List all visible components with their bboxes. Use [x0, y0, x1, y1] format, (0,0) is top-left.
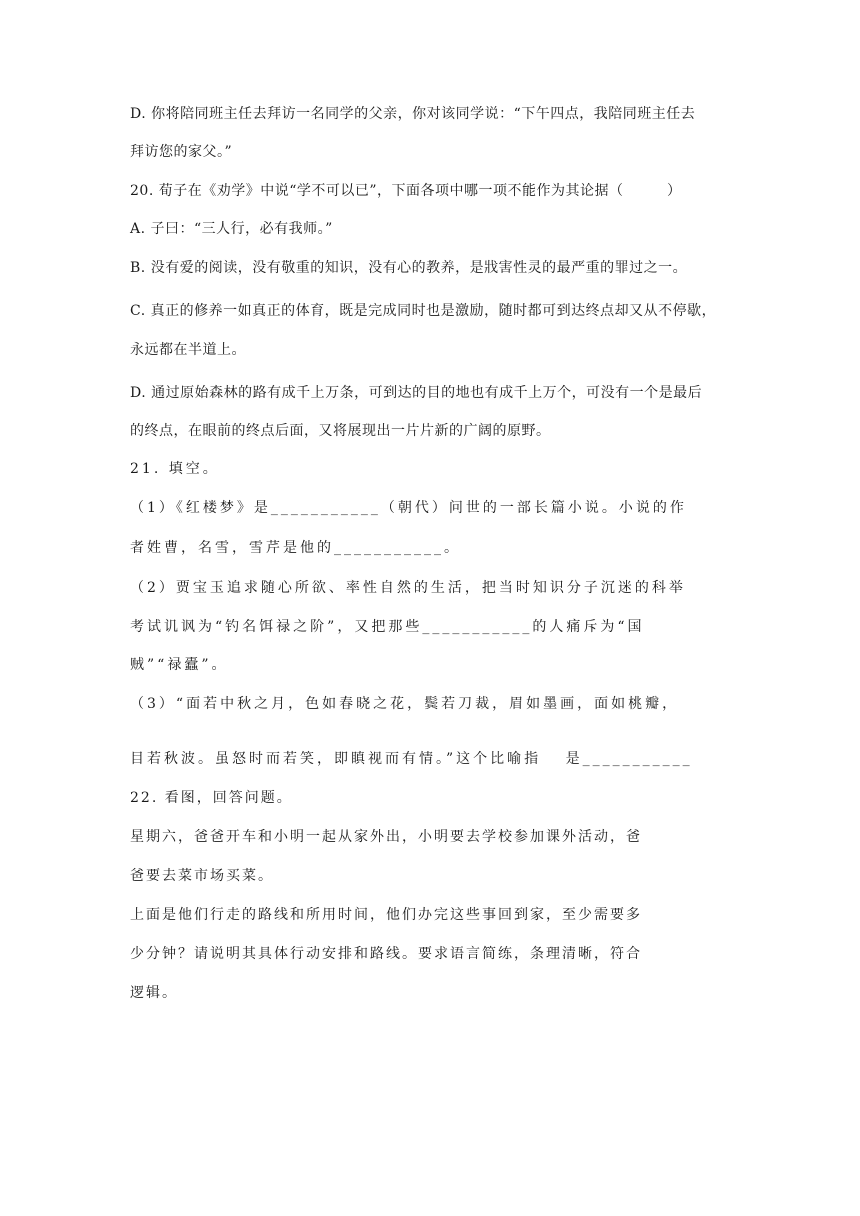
- q22-body-line2: 爸要去菜市场买菜。: [130, 868, 274, 884]
- q20-option-c-line1: C. 真正的修养一如真正的体育，既是完成同时也是激励，随时都可到达终点却又从不停歇，: [130, 303, 717, 319]
- q21-part2-line1: （2）贾宝玉追求随心所欲、率性自然的生活，把当时知识分子沉迷的科举: [130, 580, 686, 596]
- q21-part2-line3: 贼”“禄蠹”。: [130, 657, 229, 673]
- q20-option-d-line1: D. 通过原始森林的路有成千上万条，可到达的目的地也有成千上万个，可没有一个是最后: [130, 385, 703, 401]
- q21-stem: 21. 填空。: [130, 461, 220, 477]
- q20-option-b: B. 没有爱的阅读，没有敬重的知识，没有心的教养，是戕害性灵的最严重的罪过之一。: [130, 260, 688, 276]
- q21-part1-line2: 者姓曹，名雪，雪芹是他的___________。: [130, 540, 461, 556]
- q21-part3-line2: 目若秋波。虽怒时而若笑，即瞋视而有情。”这个比喻指 是___________: [130, 751, 693, 767]
- q19-option-d-line1: D. 你将陪同班主任去拜访一名同学的父亲，你对该同学说：“下午四点，我陪同班主任去: [130, 106, 696, 122]
- q22-body-line4: 少分钟？请说明其具体行动安排和路线。要求语言简练，条理清晰，符合: [130, 946, 642, 962]
- q20-option-d-line2: 的终点，在眼前的终点后面，又将展现出一片片新的广阔的原野。: [130, 423, 551, 439]
- q22-body-line5: 逻辑。: [130, 985, 178, 1001]
- q22-body-line1: 星期六，爸爸开车和小明一起从家外出，小明要去学校参加课外活动，爸: [130, 829, 642, 845]
- q22-stem: 22. 看图，回答问题。: [130, 790, 293, 806]
- q20-stem: 20. 荀子在《劝学》中说“学不可以已”，下面各项中哪一项不能作为其论据（ ）: [130, 183, 682, 199]
- q20-option-c-line2: 永远都在半道上。: [130, 342, 246, 358]
- q21-part1-line1: （1）《红楼梦》是___________（朝代）问世的一部长篇小说。小说的作: [130, 500, 687, 516]
- q21-part2-line2: 考试讥讽为“钓名饵禄之阶”，又把那些___________的人痛斥为“国: [130, 619, 645, 635]
- q20-option-a: A. 子曰：“三人行，必有我师。”: [130, 221, 333, 237]
- q22-body-line3: 上面是他们行走的路线和所用时间，他们办完这些事回到家，至少需要多: [130, 907, 642, 923]
- q19-option-d-line2: 拜访您的家父。”: [130, 144, 233, 160]
- q21-part3-line1: （3）“面若中秋之月，色如春晓之花，鬓若刀裁，眉如墨画，面如桃瓣，: [130, 696, 680, 712]
